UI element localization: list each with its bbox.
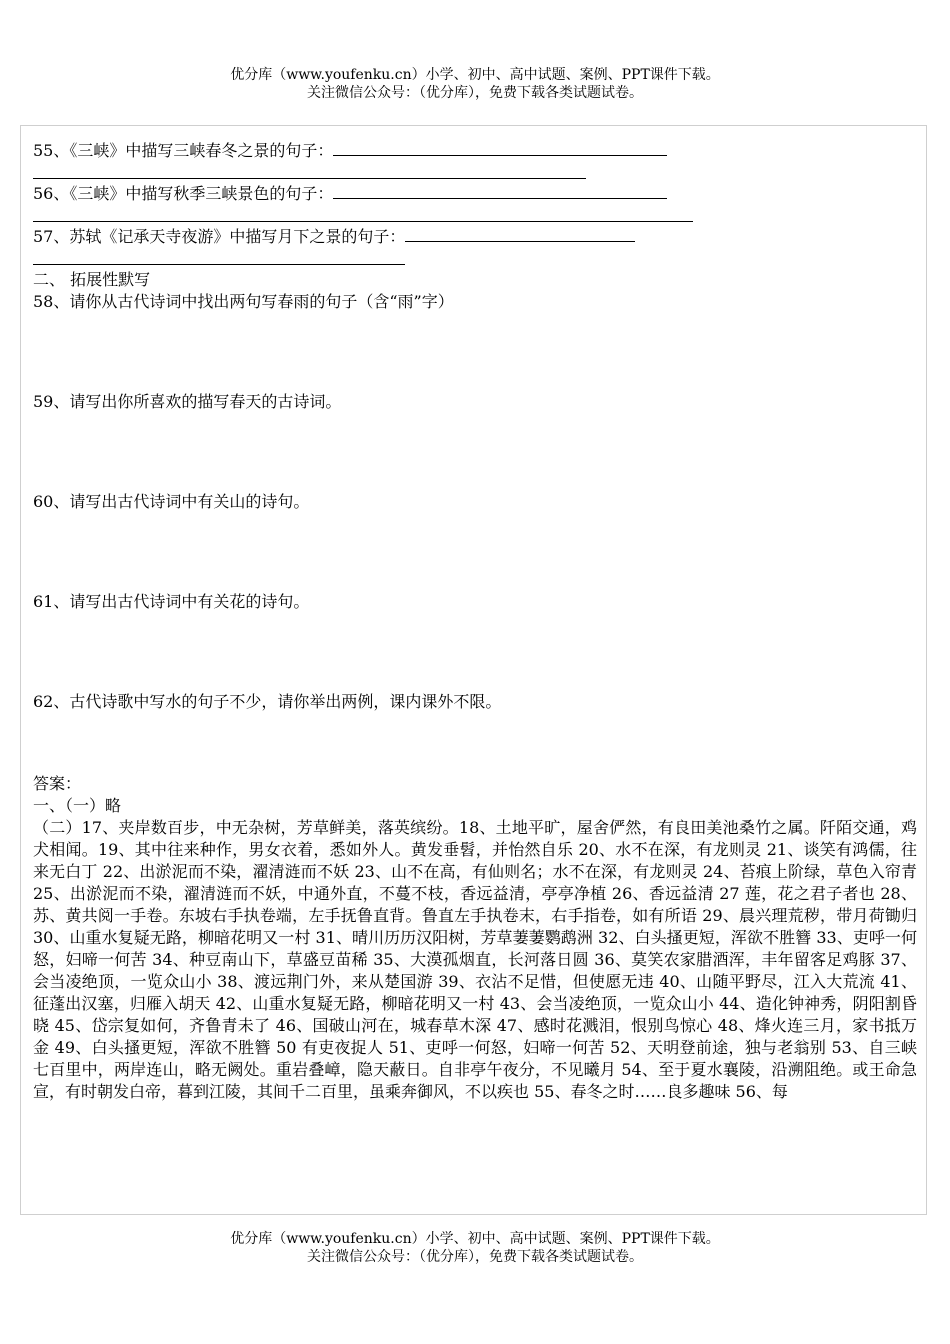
answer-blank-57-continued[interactable] xyxy=(33,254,405,265)
header-line-1: 优分库（www.youfenku.cn）小学、初中、高中试题、案例、PPT课件下载。 xyxy=(230,67,720,83)
footer-line-2: 关注微信公众号：（优分库），免费下载各类试题试卷。 xyxy=(307,1249,643,1265)
question-55-text: 55、《三峡》中描写三峡春冬之景的句子： xyxy=(33,141,334,160)
question-58: 58、请你从古代诗词中找出两句写春雨的句子（含“雨”字） xyxy=(33,292,454,311)
question-61: 61、请写出古代诗词中有关花的诗句。 xyxy=(33,592,310,611)
answer-space-58[interactable] xyxy=(33,313,917,391)
answer-blank-55-continued[interactable] xyxy=(33,168,586,179)
document-content xyxy=(33,140,917,1103)
answer-blank-57[interactable] xyxy=(405,227,635,242)
answers-body: （二）17、夹岸数百步，中无杂树，芳草鲜美，落英缤纷。18、土地平旷，屋舍俨然，有良田美池桑竹之属。阡陌交通，鸡犬相闻。19、其中往来种作，男女衣着，悉如外人。黄发垂髫，并怡然自乐 20、水不在深，有龙则灵 21、谈笑有鸿儒，往来无白丁 22、出淤泥而不染，濯清涟而不妖 23、山不在高，有仙则名；水不在深，有龙则灵 24、苔痕上阶绿，草色入帘青 25、出淤泥而不染，濯清涟而不妖，中通外直，不蔓不枝，香远益清，亭亭净植 26、香远益清 27 莲，花之君子者也 28、苏、黄共阅一手卷。东坡右手执卷端，左手抚鲁直背。鲁直左手执卷末，右手指卷，如有所语 29、晨兴理荒秽，带月荷锄归 30、山重水复疑无路，柳暗花明又一村 31、晴川历历汉阳树，芳草萋萋鹦鹉洲 32、白头搔更短，浑欲不胜簪 33、吏呼一何怒，妇啼一何苦 34、种豆南山下，草盛豆苗稀 35、大漠孤烟直，长河落日圆 36、莫笑农家腊酒浑，丰年留客足鸡豚 37、会当凌绝顶，一览众山小 38、渡远荆门外，来从楚国游 39、衣沾不足惜，但使愿无违 40、山随平野尽，江入大荒流 41、征蓬出汉塞，归雁入胡天 42、山重水复疑无路，柳暗花明又一村 43、会当凌绝顶，一览众山小 44、造化钟神秀，阴阳割昏晓 45、岱宗复如何，齐鲁青未了 46、国破山河在，城春草木深 47、感时花溅泪，恨别鸟惊心 48、烽火连三月，家书抵万金 49、白头搔更短，浑欲不胜簪 50 有吏夜捉人 51、吏呼一何怒，妇啼一何苦 52、天明登前途，独与老翁别 53、自三峡七百里中，两岸连山，略无阙处。重岩叠嶂，隐天蔽日。自非亭午夜分，不见曦月 54、至于夏水襄陵，沿溯阻绝。或王命急宣，有时朝发白帝，暮到江陵，其间千二百里，虽乘奔御风，不以疾也 55、春冬之时……良多趣味 56、每 xyxy=(33,818,917,1101)
answers-part-1: 一、（一）略 xyxy=(33,796,122,815)
answer-space-61[interactable] xyxy=(33,613,917,691)
answer-blank-56[interactable] xyxy=(333,184,667,199)
question-55 xyxy=(33,140,917,162)
answer-space-62[interactable] xyxy=(33,713,917,773)
question-62: 62、古代诗歌中写水的句子不少，请你举出两例，课内课外不限。 xyxy=(33,692,502,711)
question-57 xyxy=(33,226,917,248)
header-line-2: 关注微信公众号：（优分库），免费下载各类试题试卷。 xyxy=(307,85,643,101)
answer-space-60[interactable] xyxy=(33,513,917,591)
question-59: 59、请写出你所喜欢的描写春天的古诗词。 xyxy=(33,392,342,411)
page-footer xyxy=(0,1230,950,1266)
question-60: 60、请写出古代诗词中有关山的诗句。 xyxy=(33,492,310,511)
footer-line-1: 优分库（www.youfenku.cn）小学、初中、高中试题、案例、PPT课件下载。 xyxy=(230,1231,720,1247)
question-57-text: 57、苏轼《记承天寺夜游》中描写月下之景的句子： xyxy=(33,227,406,246)
question-56-text: 56、《三峡》中描写秋季三峡景色的句子： xyxy=(33,184,334,203)
answer-space-59[interactable] xyxy=(33,413,917,491)
page-header xyxy=(0,66,950,102)
section-2-heading: 二、 拓展性默写 xyxy=(33,270,151,289)
answer-blank-55[interactable] xyxy=(333,141,667,156)
question-56 xyxy=(33,183,917,205)
answer-blank-56-continued[interactable] xyxy=(33,211,693,222)
answers-title: 答案： xyxy=(33,774,82,793)
document-frame xyxy=(20,125,927,1215)
